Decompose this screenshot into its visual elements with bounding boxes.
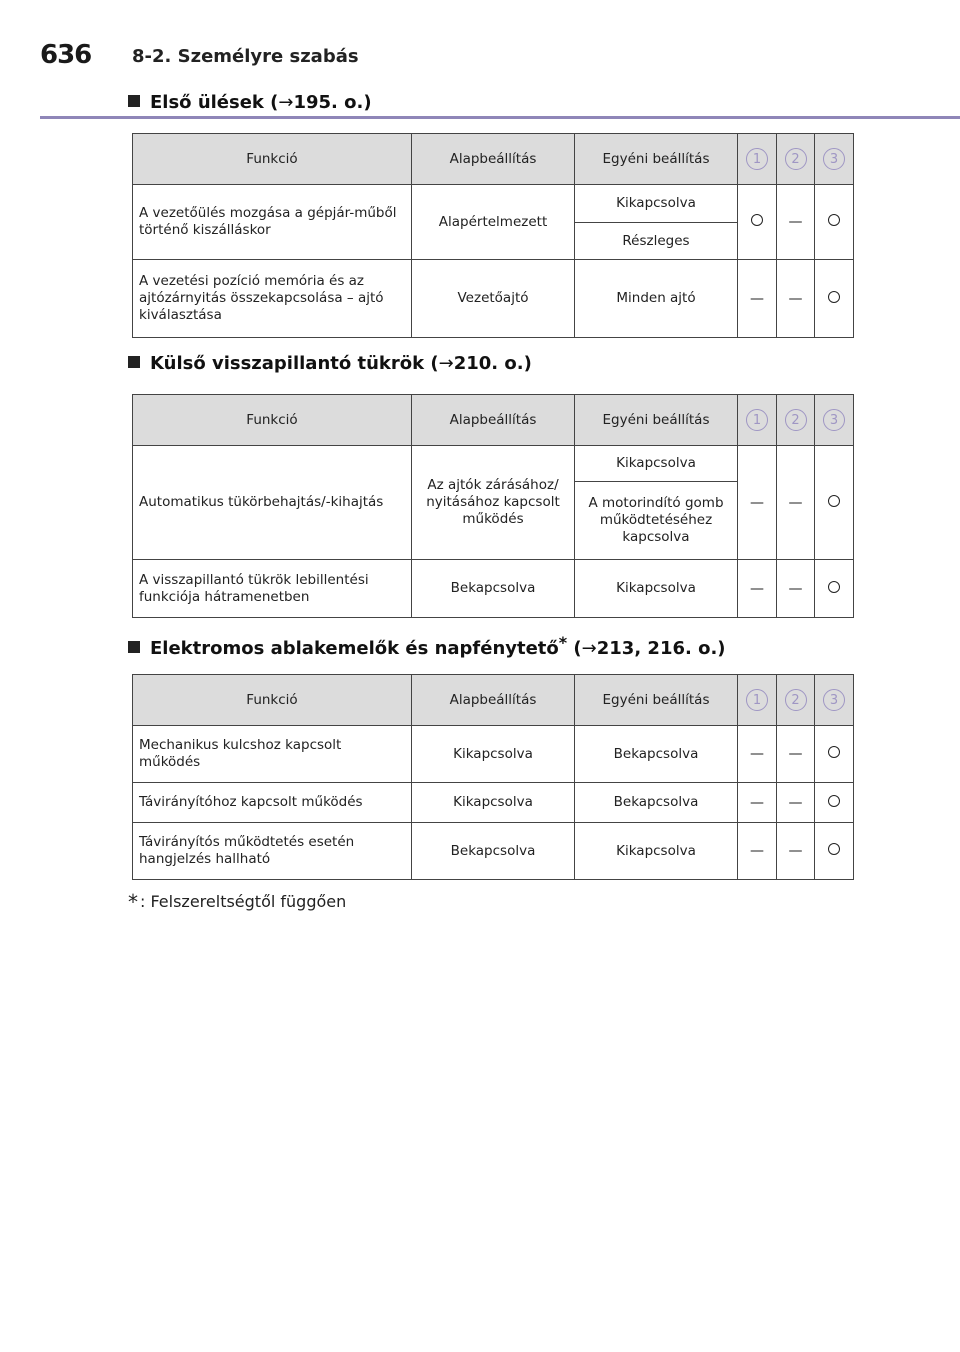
col-header-default: Alapbeállítás: [412, 675, 575, 726]
circle-mark-icon: [828, 214, 840, 226]
square-bullet-icon: [128, 356, 140, 368]
table-row: Részleges: [133, 223, 854, 260]
circled-number-3-icon: 3: [823, 689, 845, 711]
page-header: [40, 40, 960, 76]
col-header-function: Funkció: [133, 675, 412, 726]
circle-mark-icon: [828, 746, 840, 758]
asterisk-mark: *: [558, 633, 568, 652]
chapter-title: 8-2. Személyre szabás: [132, 46, 359, 67]
circle-mark-icon: [828, 795, 840, 807]
square-bullet-icon: [128, 641, 140, 653]
table-row: A visszapillantó tükrök lebillentési funkciója hátramenetben Bekapcsolva Kikapcsolva — —: [133, 560, 854, 618]
circled-number-1-icon: 1: [746, 148, 768, 170]
circled-number-3-icon: 3: [823, 409, 845, 431]
col-header-default: Alapbeállítás: [412, 395, 575, 446]
circled-number-2-icon: 2: [785, 148, 807, 170]
asterisk-mark: *: [128, 890, 138, 914]
table-header-row: [133, 395, 854, 446]
circle-mark-icon: [751, 214, 763, 226]
square-bullet-icon: [128, 95, 140, 107]
footnote: * : Felszereltségtől függően: [128, 890, 347, 914]
circled-number-1-icon: 1: [746, 689, 768, 711]
col-header-custom: Egyéni beállítás: [575, 134, 738, 185]
settings-table-mirrors: [132, 394, 854, 618]
circle-mark-icon: [828, 843, 840, 855]
settings-table-power-windows: [132, 674, 854, 880]
arrow-right-icon: →: [278, 92, 294, 113]
circled-number-2-icon: 2: [785, 409, 807, 431]
arrow-right-icon: →: [581, 638, 597, 659]
circle-mark-icon: [828, 581, 840, 593]
circle-mark-icon: [828, 291, 840, 303]
circled-number-2-icon: 2: [785, 689, 807, 711]
circle-mark-icon: [828, 495, 840, 507]
header-rule: [40, 116, 960, 119]
table-header-row: [133, 675, 854, 726]
page-number: 636: [40, 40, 92, 70]
col-header-function: Funkció: [133, 395, 412, 446]
table-row: Mechanikus kulcshoz kapcsolt működés Kikapcsolva Bekapcsolva — —: [133, 726, 854, 783]
col-header-custom: Egyéni beállítás: [575, 675, 738, 726]
circled-number-1-icon: 1: [746, 409, 768, 431]
col-header-function: Funkció: [133, 134, 412, 185]
settings-table-front-seats: [132, 133, 854, 338]
table-row: A vezetési pozíció memória és az ajtózárnyitás összekapcsolása – ajtó kiválasztása Vezetőajtó Minden ajtó — —: [133, 260, 854, 338]
table-row: Távirányítóhoz kapcsolt működés Kikapcsolva Bekapcsolva — —: [133, 783, 854, 823]
table-row: A vezetőülés mozgása a gépjár-műből történő kiszálláskor Alapértelmezett Kikapcsolva —: [133, 185, 854, 223]
section-title-front-seats: Első ülések (→195. o.): [128, 92, 372, 113]
table-header-row: [133, 134, 854, 185]
col-header-custom: Egyéni beállítás: [575, 395, 738, 446]
table-row: Automatikus tükörbehajtás/-kihajtás Az ajtók zárásához/ nyitásához kapcsolt működés Kikapcsolva — —: [133, 446, 854, 482]
table-row: A motorindító gomb működtetéséhez kapcsolva: [133, 482, 854, 560]
arrow-right-icon: →: [438, 353, 454, 374]
col-header-default: Alapbeállítás: [412, 134, 575, 185]
section-title-mirrors: Külső visszapillantó tükrök (→210. o.): [128, 353, 532, 374]
circled-number-3-icon: 3: [823, 148, 845, 170]
table-row: Távirányítós működtetés esetén hangjelzés hallható Bekapcsolva Kikapcsolva — —: [133, 823, 854, 880]
section-title-power-windows: Elektromos ablakemelők és napfénytető* (→213, 216. o.): [128, 633, 726, 659]
